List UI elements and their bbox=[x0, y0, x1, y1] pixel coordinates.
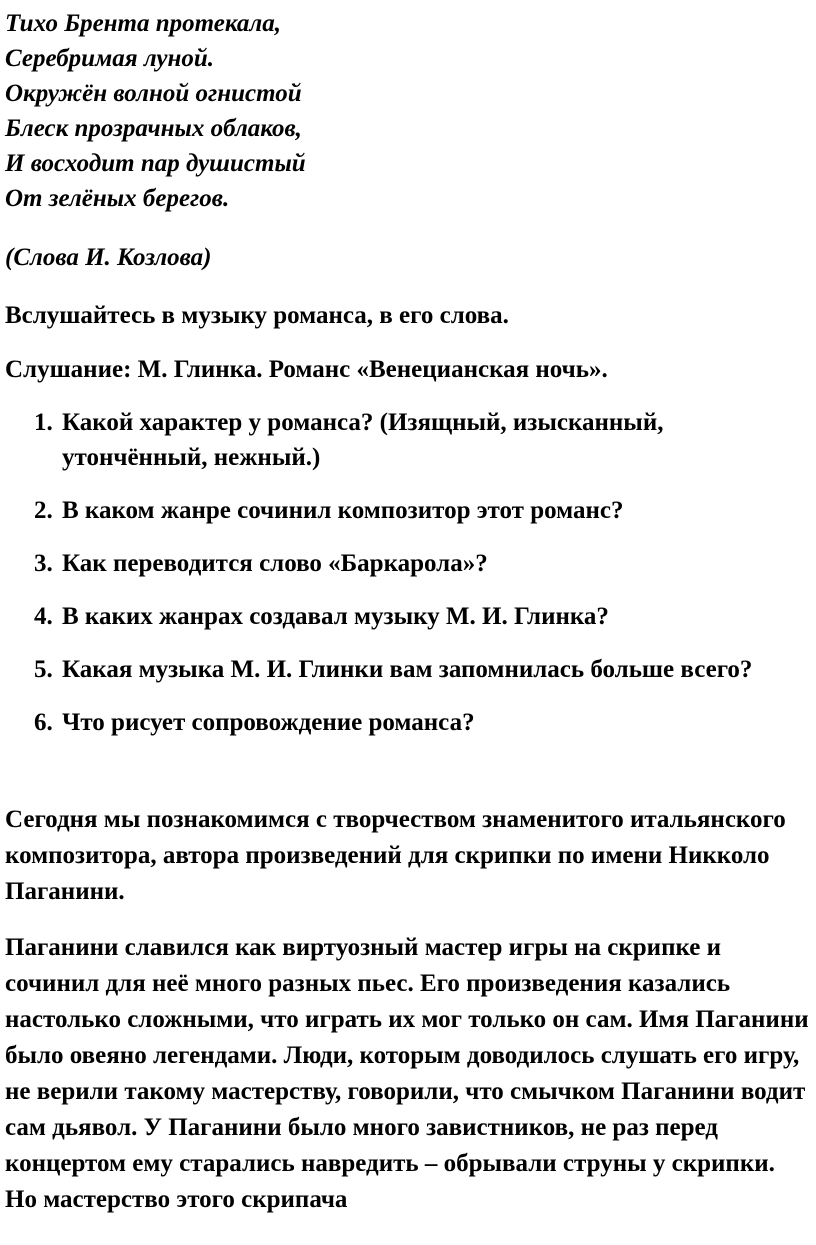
question-number: 6. bbox=[34, 709, 53, 736]
poem-line: Тихо Брента протекала, bbox=[5, 10, 282, 37]
poem-line: Серебримая луной. bbox=[5, 45, 214, 72]
poem-credit: (Слова И. Козлова) bbox=[5, 244, 212, 271]
question-number: 1. bbox=[34, 409, 53, 436]
question-number: 4. bbox=[34, 603, 53, 630]
question-item bbox=[5, 493, 810, 528]
question-text: Какая музыка М. И. Глинки вам запомнилась больше всего? bbox=[62, 656, 753, 683]
question-number: 3. bbox=[34, 550, 53, 577]
question-text: В каких жанрах создавал музыку М. И. Глинка? bbox=[62, 603, 609, 630]
question-list bbox=[5, 405, 810, 758]
question-item bbox=[5, 599, 810, 634]
question-number: 2. bbox=[34, 497, 53, 524]
poem-line: Окружён волной огнистой bbox=[5, 80, 302, 107]
paganini-paragraph: Паганини славился как виртуозный мастер игры на скрипке и сочинил для неё много разных пьес. Его произведения казались настолько сложными, что играть их мог только он сам. Имя Паганини было овеяно легендами. Люди, которым доводилось слушать его игру, не верили такому мастерству, говорили, что смычком Паганини водит сам дьявол. У Паганини было много завистников, не раз перед концертом ему старались навредить – обрывали струны у скрипки. Но мастерство этого скрипача bbox=[5, 934, 809, 1213]
question-text: Какой характер у романса? (Изящный, изысканный, утончённый, нежный.) bbox=[62, 409, 664, 471]
poem-stanza bbox=[5, 6, 306, 216]
question-number: 5. bbox=[34, 656, 53, 683]
question-item bbox=[5, 546, 810, 581]
question-text: Как переводится слово «Баркарола»? bbox=[62, 550, 488, 577]
question-item bbox=[5, 405, 810, 475]
question-text: Что рисует сопровождение романса? bbox=[62, 709, 475, 736]
question-item bbox=[5, 705, 810, 740]
poem-line: Блеск прозрачных облаков, bbox=[5, 115, 302, 142]
listening-title: Слушание: М. Глинка. Романс «Венецианская ночь». bbox=[5, 356, 608, 383]
question-text: В каком жанре сочинил композитор этот романс? bbox=[62, 497, 624, 524]
poem-line: От зелёных берегов. bbox=[5, 185, 230, 212]
poem-line: И восходит пар душистый bbox=[5, 150, 306, 177]
intro-paragraph: Сегодня мы познакомимся с творчеством знаменитого итальянского композитора, автора произведений для скрипки по имени Никколо Паганини. bbox=[5, 806, 786, 905]
question-item bbox=[5, 652, 810, 687]
listen-instruction: Вслушайтесь в музыку романса, в его слова. bbox=[5, 302, 509, 329]
